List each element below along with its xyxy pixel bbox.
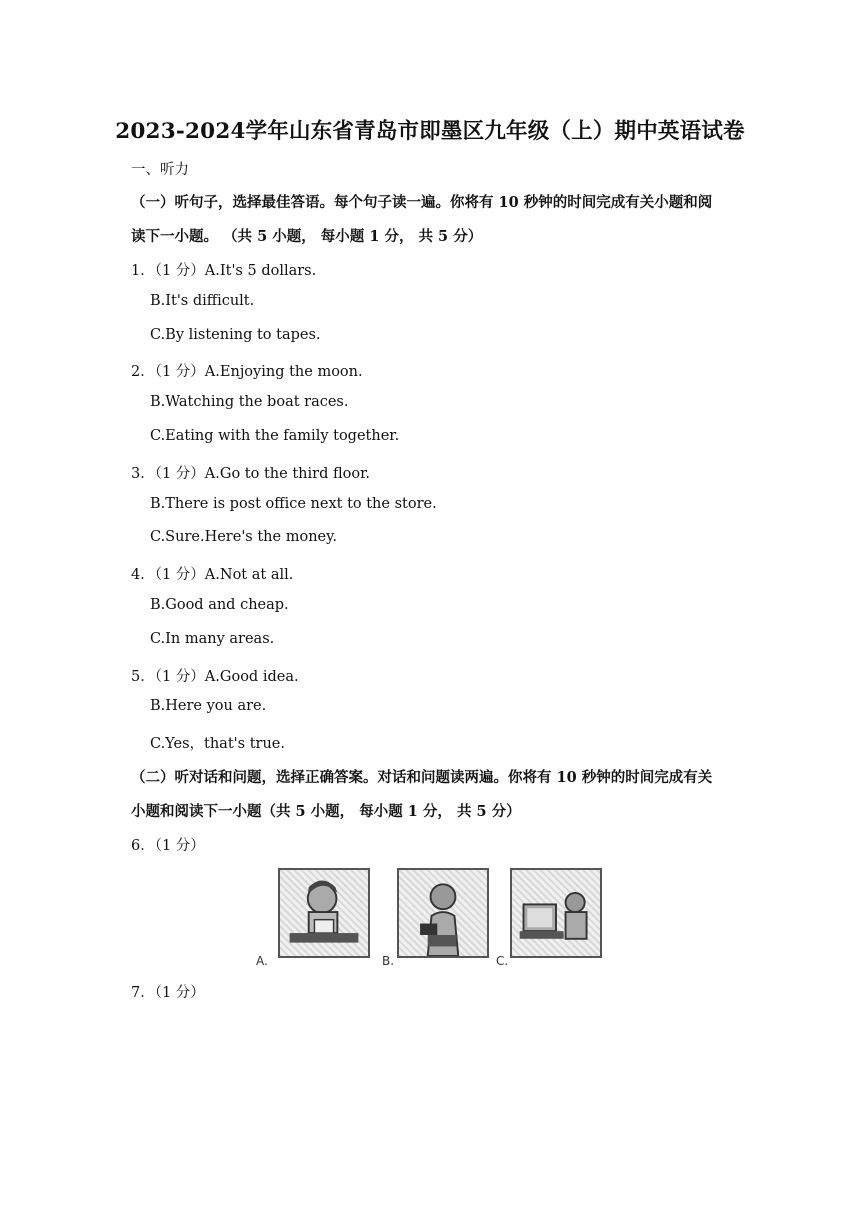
part1-instruction-line1: （一）听句子，选择最佳答语。每个句子读一遍。你将有 10 秒钟的时间完成有关小题和阅: [131, 194, 713, 211]
question-3-option-b: B.There is post office next to the store.: [150, 496, 437, 512]
question-1-option-c: C.By listening to tapes.: [150, 327, 321, 343]
question-4-stem: 4．（1 分）A.Not at all.: [131, 567, 294, 583]
boy-reading-icon: [280, 870, 368, 956]
question-4-option-c: C.In many areas.: [150, 631, 275, 647]
section-heading-listening: 一、听力: [131, 162, 189, 178]
question-6-stem: 6．（1 分）: [131, 838, 205, 854]
question-3-stem: 3．（1 分）A.Go to the third floor.: [131, 466, 371, 482]
picture-b-label-area: A.: [256, 954, 268, 968]
question-4-option-b: B.Good and cheap.: [150, 597, 289, 613]
exam-title: 2023-2024学年山东省青岛市即墨区九年级（上）期中英语试卷: [115, 119, 745, 144]
question-2-stem: 2．（1 分）A.Enjoying the moon.: [131, 364, 363, 380]
part2-instruction-line2: 小题和阅读下一小题（共 5 小题， 每小题 1 分， 共 5 分）: [131, 803, 521, 820]
question-3-option-c: C.Sure.Here's the money.: [150, 529, 337, 545]
question-5-stem: 5．（1 分）A.Good idea.: [131, 669, 299, 685]
picture-c-label: C.: [496, 954, 509, 968]
picture-a: [278, 868, 370, 958]
question-1-stem: 1．（1 分）A.It's 5 dollars.: [131, 263, 317, 279]
question-2-option-b: B.Watching the boat races.: [150, 394, 349, 410]
part2-instruction-line1: （二）听对话和问题，选择正确答案。对话和问题读两遍。你将有 10 秒钟的时间完成有关: [131, 769, 713, 786]
picture-b: [397, 868, 489, 958]
person-with-computer-icon: [512, 870, 600, 956]
question-6-pictures: [256, 866, 606, 968]
question-7-stem: 7．（1 分）: [131, 985, 205, 1001]
picture-c: [510, 868, 602, 958]
question-1-option-b: B.It's difficult.: [150, 293, 255, 309]
girl-on-phone-icon: [399, 870, 487, 956]
question-2-option-c: C.Eating with the family together.: [150, 428, 400, 444]
question-5-option-b: B.Here you are.: [150, 698, 267, 714]
part1-instruction-line2: 读下一小题。 （共 5 小题， 每小题 1 分， 共 5 分）: [131, 228, 483, 245]
question-5-option-c: C.Yes，that's true.: [150, 736, 285, 752]
picture-b-label: B.: [382, 954, 395, 968]
